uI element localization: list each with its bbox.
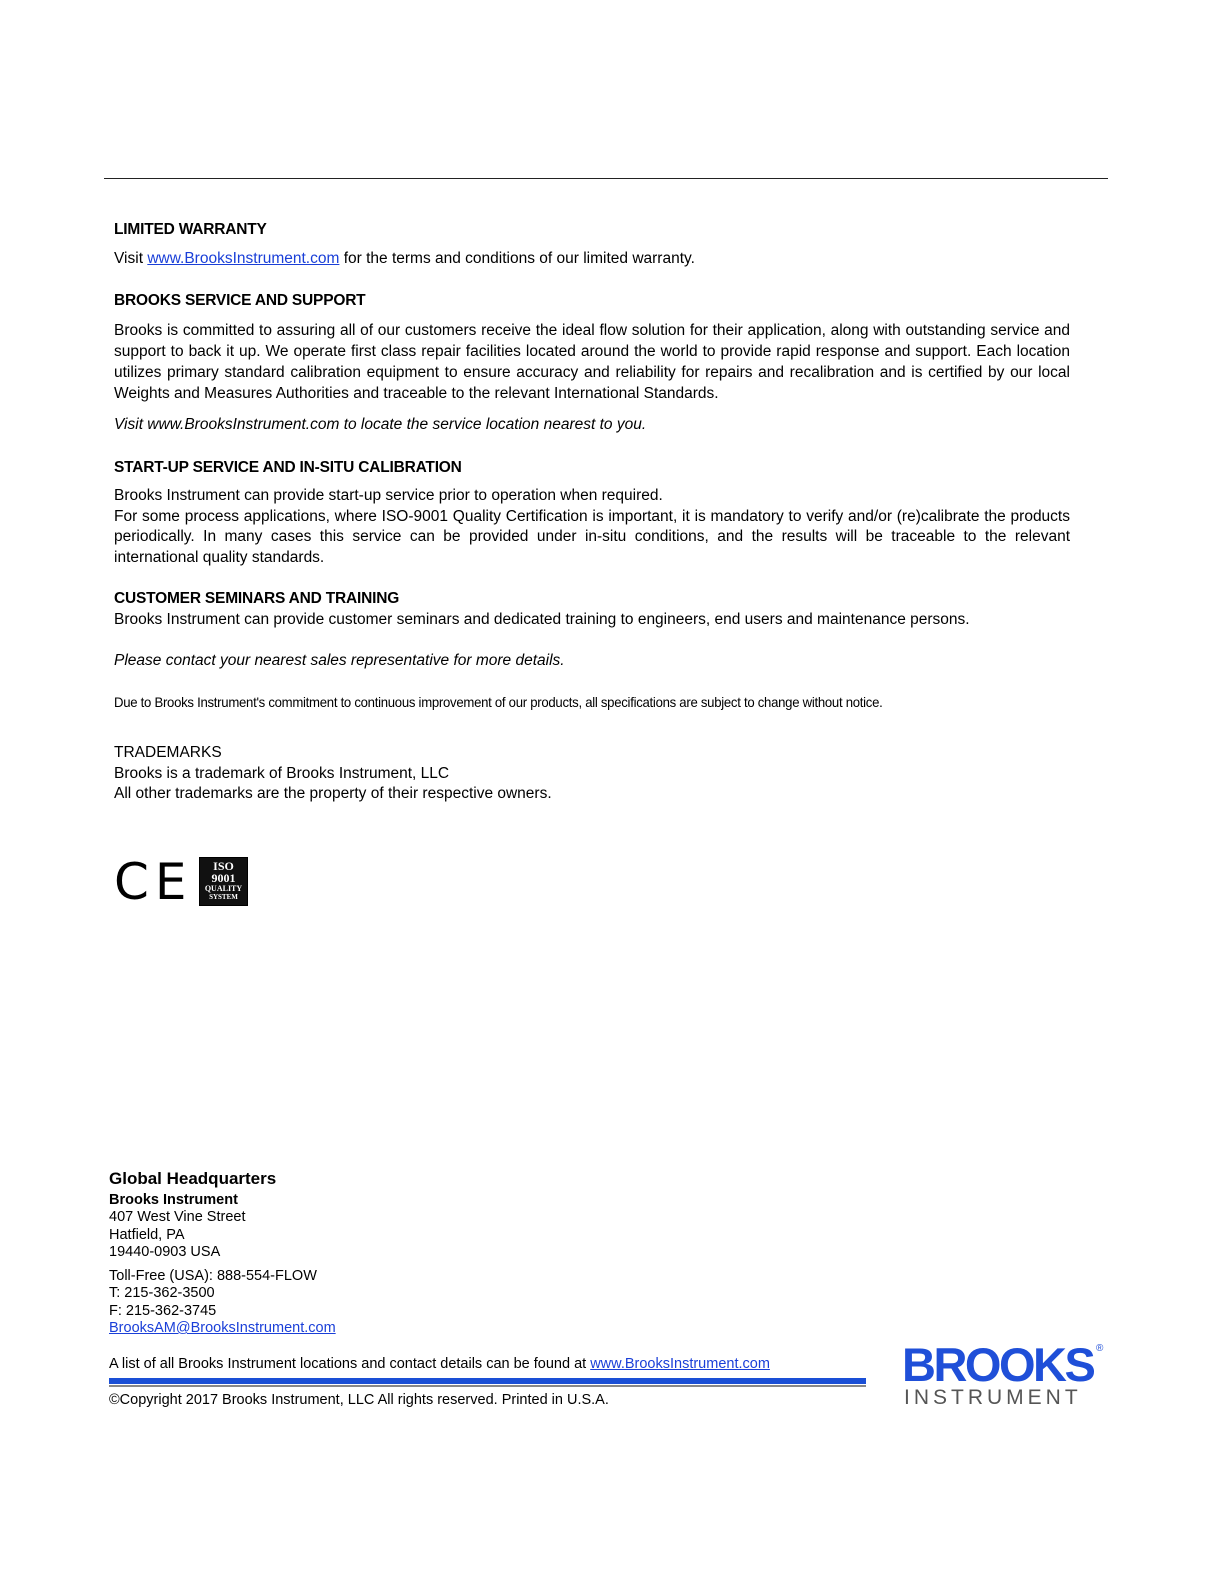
- hq-fax: F: 215-362-3745: [109, 1302, 217, 1319]
- hq-email-link[interactable]: BrooksAM@BrooksInstrument.com: [109, 1320, 336, 1336]
- service-support-body: Brooks is committed to assuring all of our customers receive the ideal flow solution for their application, along with outstanding service and support to back it up. We operate first class repair facilities located around the world to provide rapid response and support. Each location utilizes primary standard calibration equipment to ensure accuracy and reliability for repairs and recalibration and is certified by our local Weights and Measures Authorities and traceable to the relevant International Standards.: [114, 322, 1070, 402]
- warranty-link[interactable]: www.BrooksInstrument.com: [147, 250, 340, 267]
- locations-link[interactable]: www.BrooksInstrument.com: [590, 1356, 770, 1372]
- contact-note: Please contact your nearest sales representative for more details.: [114, 652, 565, 669]
- startup-heading: START-UP SERVICE AND IN-SITU CALIBRATION: [114, 459, 462, 476]
- seminars-heading: CUSTOMER SEMINARS AND TRAINING: [114, 590, 400, 607]
- iso-badge-line-4: SYSTEM: [209, 893, 238, 901]
- footer-gray-rule: [109, 1385, 866, 1387]
- locations-text: A list of all Brooks Instrument locations and contact details can be found at: [109, 1356, 591, 1372]
- startup-body: For some process applications, where ISO-9001 Quality Certification is important, it is mandatory to verify and/or (re)calibrate the products periodically. In many cases this service can be provided under in-situ conditions, and the results will be traceable to the relevant international quality standards.: [114, 507, 1070, 566]
- hq-phone: T: 215-362-3500: [109, 1285, 215, 1301]
- ce-mark: CE: [114, 853, 193, 911]
- trademarks-heading: TRADEMARKS: [114, 744, 222, 761]
- copyright: ©Copyright 2017 Brooks Instrument, LLC All rights reserved. Printed in U.S.A.: [109, 1392, 609, 1408]
- certification-marks: [114, 855, 264, 911]
- startup-line1: Brooks Instrument can provide start-up service prior to operation when required.: [114, 487, 663, 504]
- iso-badge-line-1: ISO: [213, 859, 234, 873]
- warranty-suffix: for the terms and conditions of our limited warranty.: [339, 250, 695, 267]
- service-location-note: Visit www.BrooksInstrument.com to locate the service location nearest to you.: [114, 416, 647, 433]
- brooks-logo: [900, 1340, 1110, 1412]
- change-notice: Due to Brooks Instrument's commitment to continuous improvement of our products, all specifications are subject to change without notice.: [114, 694, 883, 710]
- brand-name: BROOKS: [902, 1338, 1094, 1391]
- locations-line: [109, 1354, 770, 1374]
- top-divider: [104, 178, 1108, 179]
- trademark-line-2: All other trademarks are the property of their respective owners.: [114, 785, 552, 802]
- hq-city: Hatfield, PA: [109, 1226, 185, 1243]
- iso-badge-line-2: 9001: [211, 871, 236, 885]
- hq-zip: 19440-0903 USA: [109, 1244, 221, 1260]
- headquarters-block: [109, 1168, 709, 1338]
- brand-subtitle: INSTRUMENT: [904, 1386, 1082, 1409]
- iso-9001-badge: [199, 857, 248, 906]
- hq-street: 407 West Vine Street: [109, 1209, 246, 1225]
- hq-toll-free: Toll-Free (USA): 888-554-FLOW: [109, 1267, 317, 1284]
- seminars-body: Brooks Instrument can provide customer seminars and dedicated training to engineers, end users and maintenance persons.: [114, 611, 970, 628]
- limited-warranty-text: [114, 248, 1070, 269]
- iso-badge-line-3: QUALITY: [204, 884, 243, 893]
- hq-title: Global Headquarters: [109, 1169, 277, 1188]
- trademark-line-1: Brooks is a trademark of Brooks Instrument, LLC: [114, 764, 450, 782]
- footer-blue-rule: [109, 1378, 866, 1384]
- warranty-prefix: Visit: [114, 250, 148, 267]
- service-support-heading: BROOKS SERVICE AND SUPPORT: [114, 292, 366, 309]
- registered-mark: ®: [1096, 1343, 1104, 1354]
- hq-company: Brooks Instrument: [109, 1192, 238, 1208]
- document-body: [114, 220, 1070, 805]
- limited-warranty-heading: LIMITED WARRANTY: [114, 221, 267, 238]
